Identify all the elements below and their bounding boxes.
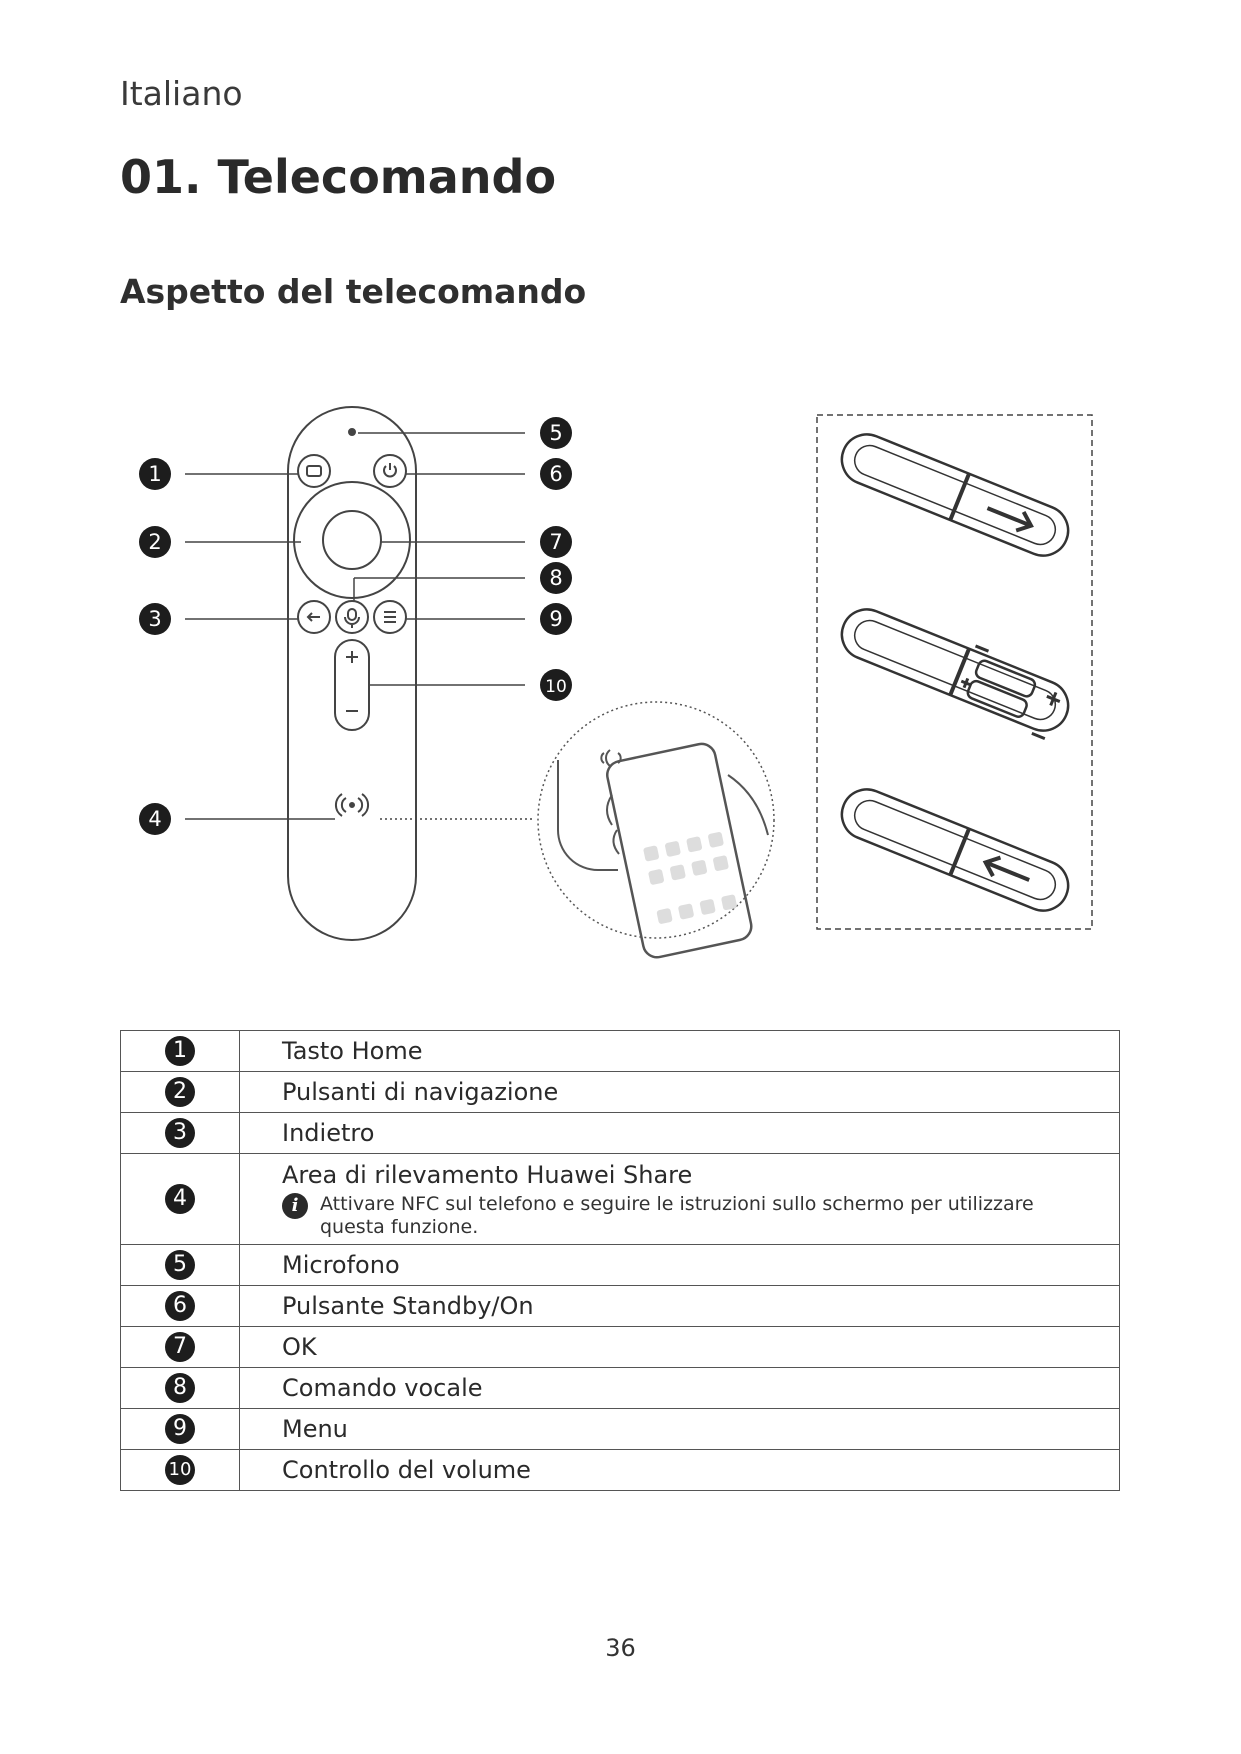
legend-badge: 10 <box>165 1455 195 1485</box>
legend-label: Area di rilevamento Huawei Share <box>282 1161 693 1189</box>
legend-note-text: Attivare NFC sul telefono e seguire le istruzioni sullo schermo per utilizzare questa funzione. <box>320 1193 1034 1238</box>
legend-badge: 2 <box>165 1077 195 1107</box>
callout-5-text: 5 <box>549 421 563 445</box>
legend-label: Controllo del volume <box>240 1450 1120 1491</box>
callout-8 <box>540 562 572 594</box>
battery-panel <box>817 415 1092 929</box>
callout-2 <box>139 526 171 558</box>
callout-8-text: 8 <box>549 566 563 590</box>
legend-badge: 4 <box>165 1184 195 1214</box>
legend-row <box>121 1031 1120 1072</box>
power-button <box>374 455 406 487</box>
callout-4 <box>139 803 171 835</box>
callout-6 <box>540 458 572 490</box>
battery-insert <box>832 597 1077 743</box>
callout-9 <box>540 603 572 635</box>
legend-note <box>282 1193 1119 1243</box>
callout-2-text: 2 <box>148 530 162 554</box>
legend-label: Pulsante Standby/On <box>240 1286 1120 1327</box>
legend-row <box>121 1368 1120 1409</box>
section-title: Aspetto del telecomando <box>120 272 587 311</box>
legend-label: Indietro <box>240 1113 1120 1154</box>
info-icon: i <box>282 1193 308 1219</box>
callout-4-text: 4 <box>148 807 162 831</box>
legend-badge: 1 <box>165 1036 195 1066</box>
legend-row <box>121 1113 1120 1154</box>
callout-1-text: 1 <box>148 462 162 486</box>
legend-row <box>121 1286 1120 1327</box>
legend-badge: 6 <box>165 1291 195 1321</box>
callout-10 <box>540 669 572 701</box>
callout-3 <box>139 603 171 635</box>
battery-cover-open <box>834 427 1075 563</box>
callout-6-text: 6 <box>549 462 563 486</box>
legend-label: OK <box>240 1327 1120 1368</box>
legend-table <box>120 1030 1120 1491</box>
legend-badge: 9 <box>165 1414 195 1444</box>
callout-9-text: 9 <box>549 607 563 631</box>
page-number: 36 <box>605 1634 636 1662</box>
legend-label: Comando vocale <box>240 1368 1120 1409</box>
remote-illustration <box>0 380 1241 980</box>
page-title: 01. Telecomando <box>120 150 557 204</box>
legend-label: Pulsanti di navigazione <box>240 1072 1120 1113</box>
legend-badge: 5 <box>165 1250 195 1280</box>
legend-label: Tasto Home <box>240 1031 1120 1072</box>
legend-badge: 3 <box>165 1118 195 1148</box>
nfc-detail <box>538 702 774 960</box>
navigation-ring <box>294 482 410 598</box>
legend-row <box>121 1327 1120 1368</box>
legend-row <box>121 1245 1120 1286</box>
callout-3-text: 3 <box>148 607 162 631</box>
legend-row <box>121 1409 1120 1450</box>
legend-label: Microfono <box>240 1245 1120 1286</box>
callout-1 <box>139 458 171 490</box>
language-label: Italiano <box>120 74 243 113</box>
callout-7-text: 7 <box>549 530 563 554</box>
legend-badge: 8 <box>165 1373 195 1403</box>
microphone-dot <box>349 429 355 435</box>
ok-button <box>323 511 381 569</box>
callout-5 <box>540 417 572 449</box>
legend-row <box>121 1072 1120 1113</box>
legend-row <box>121 1154 1120 1245</box>
legend-row <box>121 1450 1120 1491</box>
callout-7 <box>540 526 572 558</box>
voice-button <box>336 601 368 633</box>
battery-cover-close <box>834 782 1075 918</box>
legend-label: Menu <box>240 1409 1120 1450</box>
legend-badge: 7 <box>165 1332 195 1362</box>
home-button <box>298 455 330 487</box>
remote-body <box>288 407 416 940</box>
callout-10-text: 10 <box>545 677 567 697</box>
